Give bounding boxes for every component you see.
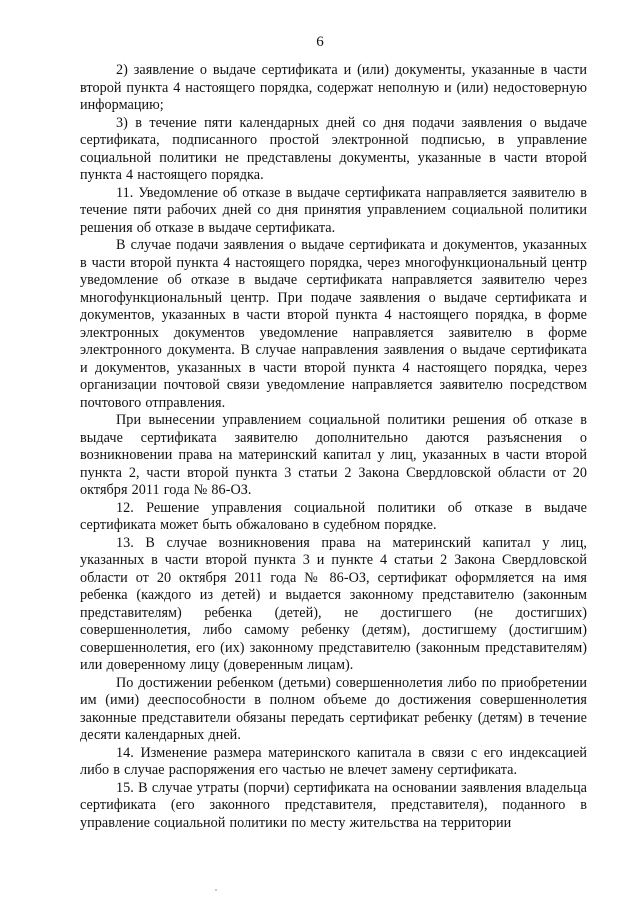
paragraph-11-explanations: При вынесении управлением социальной политики решения об отказе в выдаче сертификата заявителю дополнительно даются разъяснения о возникновении права на материнский капитал у лиц, указанных в части второй пункта 2, части второй пункта 3 статьи 2 Закона Свердловской области от 20 октября 2011 года № 86-ОЗ.	[80, 412, 587, 498]
scan-artifact	[215, 889, 217, 891]
paragraph-13: 13. В случае возникновения права на материнский капитал у лиц, указанных в части второй пункта 3 и пункте 4 статьи 2 Закона Свердловской области от 20 октября 2011 года № 86-ОЗ, сертификат оформляется на имя ребенка (каждого из детей) и выдается законному представителю (законным представителям) ребенка (детей), не достигшего (не достигших) совершеннолетия, либо самому ребенку (детям), достигшему (достигшим) совершеннолетия, его (их) законному представителю (законным представителям) или доверенному лицу (доверенным лицам).	[80, 534, 587, 673]
paragraph-item-2: 2) заявление о выдаче сертификата и (или) документы, указанные в части второй пункта 4 настоящего порядка, содержат неполную и (или) недостоверную информацию;	[80, 62, 587, 113]
paragraph-13-adulthood: По достижении ребенком (детьми) совершеннолетия либо по приобретении им (ими) дееспособности в полном объеме до достижения совершеннолетия законные представители обязаны передать сертификат ребенку (детям) в течение десяти календарных дней.	[80, 674, 587, 743]
paragraph-14: 14. Изменение размера материнского капитала в связи с его индексацией либо в случае распоряжения его частью не влечет замену сертификата.	[80, 744, 587, 778]
paragraph-15: 15. В случае утраты (порчи) сертификата на основании заявления владельца сертификата (его законного представителя, представителя), поданного в управление социальной политики по месту жительства на территории	[80, 779, 587, 831]
paragraph-12: 12. Решение управления социальной политики об отказе в выдаче сертификата может быть обжаловано в судебном порядке.	[80, 499, 587, 533]
paragraph-item-3: 3) в течение пяти календарных дней со дня подачи заявления о выдаче сертификата, подписанного простой электронной подписью, в управление социальной политики не представлены документы, указанные в части второй пункта 4 настоящего порядка.	[80, 114, 587, 183]
page-number: 6	[316, 34, 324, 50]
document-body	[80, 62, 587, 832]
paragraph-11-mfc: В случае подачи заявления о выдаче сертификата и документов, указанных в части второй пункта 4 настоящего порядка, через многофункциональный центр уведомление об отказе в выдаче сертификата направляется заявителю через многофункциональный центр. При подаче заявления о выдаче сертификата и документов, указанных в части второй пункта 4 настоящего порядка, в форме электронных документов уведомление направляется заявителю в форме электронного документа. В случае направления заявления о выдаче сертификата и документов, указанных в части второй пункта 4 настоящего порядка, через организации почтовой связи уведомление направляется заявителю посредством почтового отправления.	[80, 237, 587, 411]
paragraph-11: 11. Уведомление об отказе в выдаче сертификата направляется заявителю в течение пяти рабочих дней со дня принятия управлением социальной политики решения об отказе в выдаче сертификата.	[80, 184, 587, 236]
